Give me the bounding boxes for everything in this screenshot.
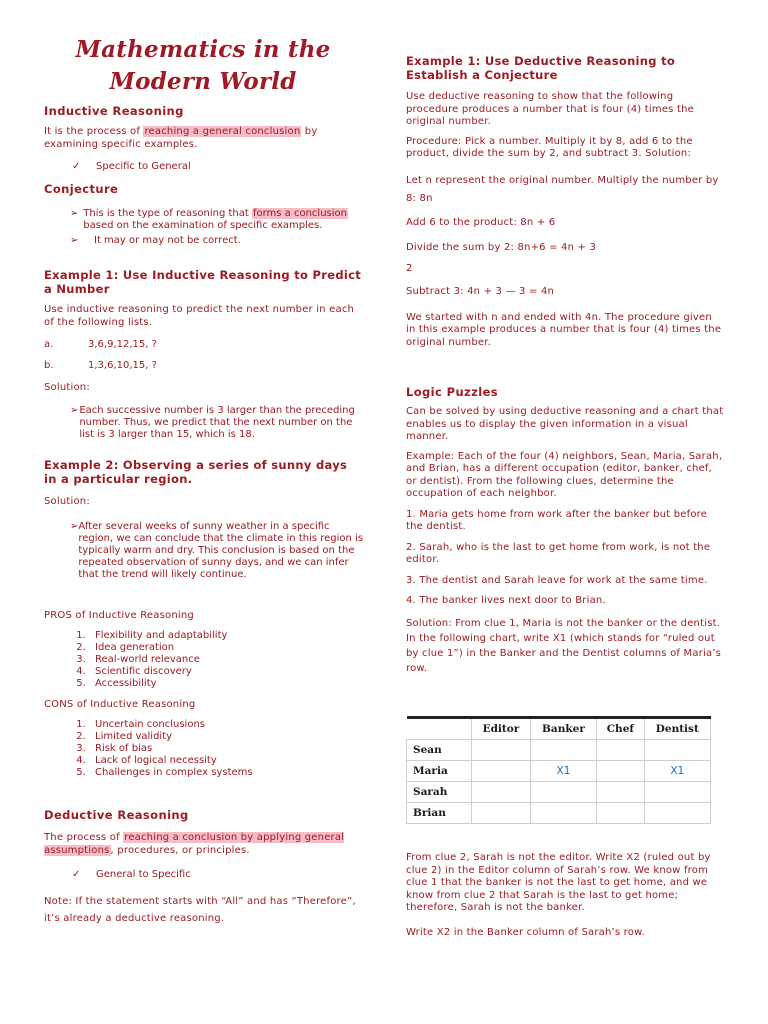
list-item: 1. Uncertain conclusions xyxy=(89,719,364,731)
step-text: Let n represent the original number. Multiply the number by 8: 8n xyxy=(406,174,719,204)
list-item xyxy=(44,360,364,372)
list-item: 3. Risk of bias xyxy=(89,743,364,755)
inductive-heading: Inductive Reasoning xyxy=(44,104,184,118)
step-text: Divide the sum by 2: 8n+6 = 4n + 3 xyxy=(406,242,597,253)
list-item: 2. Idea generation xyxy=(89,642,364,654)
step-text: 2 xyxy=(406,262,413,274)
deductive-section xyxy=(44,808,364,927)
table-cell xyxy=(644,803,710,824)
check-icon: ✓ xyxy=(72,161,81,172)
bullet-text: It may or may not be correct. xyxy=(94,235,241,246)
list-item xyxy=(44,521,364,581)
arrow-bullet-icon: ➢ xyxy=(70,208,79,219)
cons-list xyxy=(44,719,364,779)
table-cell: Sarah xyxy=(407,782,472,803)
item-value: 1,3,6,10,15, ? xyxy=(88,360,157,371)
conjecture-section xyxy=(44,182,364,247)
def-text: by examining specific examples. xyxy=(44,126,318,150)
highlight-text: forms a conclusion xyxy=(252,208,347,219)
inductive-section xyxy=(44,104,364,173)
conjecture-heading: Conjecture xyxy=(44,182,119,196)
table-header-row xyxy=(407,718,711,740)
arrow-bullet-icon: ➢ xyxy=(70,404,79,416)
list-item xyxy=(44,208,364,232)
deductive-definition xyxy=(44,832,364,857)
table-cell: Brian xyxy=(407,803,472,824)
clue-text: 4. The banker lives next door to Brian. xyxy=(406,595,606,606)
table-header: Banker xyxy=(530,718,596,740)
note-text: Note: If the statement starts with “All” and has “Therefore”, it’s already a deductive reasoning. xyxy=(44,896,356,924)
example-text: Example: Each of the four (4) neighbors, Sean, Maria, Sarah, and Brian, has a different occupation (editor, banker, chef, or dentist). From the following clues, determine the occupation of each neighbor. xyxy=(406,450,723,499)
deductive-example-1 xyxy=(406,54,724,349)
table-cell xyxy=(597,782,645,803)
table-cell xyxy=(597,761,645,782)
deductive-heading: Deductive Reasoning xyxy=(44,808,189,822)
solution-text: Solution: From clue 1, Maria is not the banker or the dentist. In the following chart, write X1 (which stands for “ruled out by clue 1”) in the Banker and the Dentist columns of Maria’s row. xyxy=(406,617,722,674)
table-cell xyxy=(530,803,596,824)
solution-label: Solution: xyxy=(44,382,90,393)
logic-puzzles-section xyxy=(406,385,724,676)
table-cell xyxy=(530,782,596,803)
table-cell xyxy=(472,740,531,761)
after-table-text: From clue 2, Sarah is not the editor. Write X2 (ruled out by clue 2) in the Editor column of Sarah’s row. We know from clue 1 that the banker is not the last to get home, and we know from clue 2 that Sarah is the last to get home; therefore, Sarah is not the banker. xyxy=(406,852,711,913)
list-item: 2. Limited validity xyxy=(89,731,364,743)
table-cell xyxy=(644,782,710,803)
logic-heading: Logic Puzzles xyxy=(406,385,499,399)
clue-text: 2. Sarah, who is the last to get home from work, is not the editor. xyxy=(406,541,711,565)
table-header: Editor xyxy=(472,718,531,740)
def-text: , procedures, or principles. xyxy=(110,844,250,856)
step-text: Subtract 3: 4n + 3 — 3 = 4n xyxy=(406,286,555,297)
item-value: 3,6,9,12,15, ? xyxy=(88,339,157,350)
list-item: 1. Flexibility and adaptability xyxy=(89,630,364,642)
text: based on the examination of specific examples. xyxy=(83,220,323,231)
list-item: 5. Accessibility xyxy=(89,678,364,690)
table-row xyxy=(407,740,711,761)
list-item: 4. Lack of logical necessity xyxy=(89,755,364,767)
table-header xyxy=(407,718,472,740)
list-item xyxy=(44,235,364,247)
text: This is the type of reasoning that xyxy=(83,208,252,219)
arrow-bullet-icon: ➢ xyxy=(70,520,79,532)
example-text: Use inductive reasoning to predict the next number in each of the following lists. xyxy=(44,304,355,328)
arrow-bullet-icon: ➢ xyxy=(70,235,79,246)
check-item xyxy=(44,869,364,881)
def-text: The process of xyxy=(44,832,124,843)
inductive-definition xyxy=(44,126,364,151)
bullet-text: After several weeks of sunny weather in a specific region, we can conclude that the climate in this region is typically warm and dry. This conclusion is based on the repeated observation of sunny days, and we can infer that the trend will likely continue. xyxy=(78,520,364,580)
final-line-text: Write X2 in the Banker column of Sarah’s row. xyxy=(406,926,645,938)
table-cell xyxy=(472,782,531,803)
after-table-section xyxy=(406,852,724,939)
list-item xyxy=(44,405,364,441)
table-cell: X1 xyxy=(530,761,596,782)
cons-section xyxy=(44,699,364,779)
conclusion-text: We started with n and ended with 4n. The procedure given in this example produces a number that is four (4) times the original number. xyxy=(406,311,722,348)
table-cell xyxy=(597,740,645,761)
highlight-text: reaching a conclusion by applying general assumptions xyxy=(44,832,345,856)
inductive-example-2 xyxy=(44,458,364,581)
check-item xyxy=(44,161,364,173)
check-label: Specific to General xyxy=(96,161,191,172)
list-item: 3. Real-world relevance xyxy=(89,654,364,666)
table-cell: X1 xyxy=(644,761,710,782)
step-text: Add 6 to the product: 8n + 6 xyxy=(406,216,556,228)
table-header: Chef xyxy=(597,718,645,740)
table-cell xyxy=(597,803,645,824)
example-text: Use deductive reasoning to show that the following procedure produces a number that is four (4) times the original number. xyxy=(406,91,694,127)
solution-label: Solution: xyxy=(44,496,90,507)
table-cell xyxy=(644,740,710,761)
list-item xyxy=(44,339,364,351)
table-header: Dentist xyxy=(644,718,710,740)
cons-heading: CONS of Inductive Reasoning xyxy=(44,699,196,710)
example-heading: Example 1: Use Inductive Reasoning to Predict a Number xyxy=(44,268,362,296)
check-label: General to Specific xyxy=(96,869,191,880)
pros-heading: PROS of Inductive Reasoning xyxy=(44,610,194,621)
list-item: 4. Scientific discovery xyxy=(89,666,364,678)
bullet-text: Each successive number is 3 larger than the preceding number. Thus, we predict that the next number on the list is 3 larger than 15, which is 18. xyxy=(79,404,355,440)
procedure-text: Procedure: Pick a number. Multiply it by 8, add 6 to the product, divide the sum by 2, and subtract 3. Solution: xyxy=(406,135,693,159)
clue-text: 3. The dentist and Sarah leave for work at the same time. xyxy=(406,574,708,586)
highlight-text: reaching a general conclusion xyxy=(144,126,301,137)
def-text: It is the process of xyxy=(44,126,144,137)
table-row xyxy=(407,803,711,824)
list-item: 5. Challenges in complex systems xyxy=(89,767,364,779)
table-cell xyxy=(472,803,531,824)
pros-list xyxy=(44,630,364,690)
example-heading: Example 1: Use Deductive Reasoning to Establish a Conjecture xyxy=(406,54,676,82)
item-label: a. xyxy=(44,339,54,350)
page-title: Mathematics in the Modern World xyxy=(75,36,331,95)
table-cell: Sean xyxy=(407,740,472,761)
table-cell xyxy=(472,761,531,782)
table-cell xyxy=(530,740,596,761)
logic-text: Can be solved by using deductive reasoning and a chart that enables us to display the given information in a visual manner. xyxy=(406,406,724,442)
bullet-text xyxy=(83,208,364,232)
clue-text: 1. Maria gets home from work after the banker but before the dentist. xyxy=(406,508,708,532)
table-row xyxy=(407,782,711,803)
pros-section xyxy=(44,610,364,690)
example-heading: Example 2: Observing a series of sunny days in a particular region. xyxy=(44,458,348,486)
check-icon: ✓ xyxy=(72,869,81,880)
item-label: b. xyxy=(44,360,54,371)
inductive-example-1 xyxy=(44,268,364,441)
table-row xyxy=(407,761,711,782)
logic-chart xyxy=(406,716,711,824)
table-cell: Maria xyxy=(407,761,472,782)
